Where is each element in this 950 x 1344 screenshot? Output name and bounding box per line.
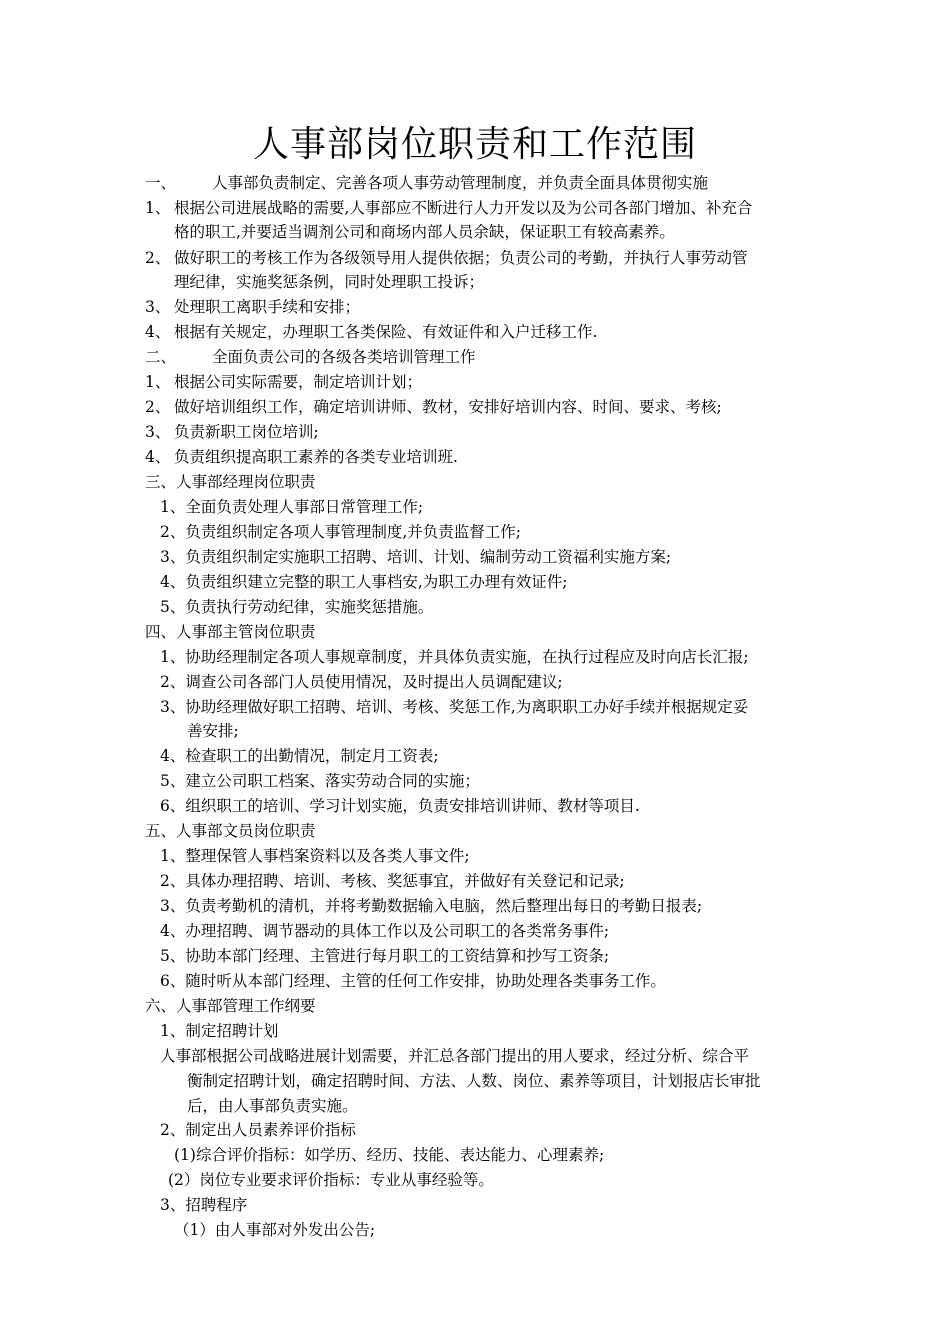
- item-text: 根据公司实际需要，制定培训计划；: [174, 373, 423, 391]
- list-item-continuation: 格的职工,并要适当调剂公司和商场内部人员余缺，保证职工有较高素养。: [174, 223, 675, 241]
- section-number: 一、: [145, 174, 177, 192]
- list-item: 5、协助本部门经理、主管进行每月职工的工资结算和抄写工资条;: [160, 947, 610, 965]
- list-item: 2、调查公司各部门人员使用情况，及时提出人员调配建议;: [160, 673, 563, 691]
- section-3-heading: 三、人事部经理岗位职责: [145, 473, 316, 491]
- list-item: 4、检查职工的出勤情况，制定月工资表;: [160, 747, 439, 765]
- item-text: 做好培训组织工作，确定培训讲师、教材，安排好培训内容、时间、要求、考核;: [174, 398, 722, 416]
- section-heading-text: 人事部负责制定、完善各项人事劳动管理制度，并负责全面具体贯彻实施: [212, 174, 709, 192]
- section-1-heading: [145, 172, 708, 194]
- list-item: 4、办理招聘、调节器动的具体工作以及公司职工的各类常务事件;: [160, 922, 610, 940]
- list-item: 3、负责考勤机的清机，并将考勤数据输入电脑，然后整理出每日的考勤日报表;: [160, 897, 703, 915]
- item-number: 2、: [145, 249, 171, 267]
- item-number: 3、: [145, 298, 171, 316]
- list-item: 5、建立公司职工档案、落实劳动合同的实施；: [160, 772, 480, 790]
- document-title: 人事部岗位职责和工作范围: [252, 124, 697, 165]
- item-number: 3、: [145, 423, 171, 441]
- list-item: [145, 446, 458, 468]
- paragraph-line: 后，由人事部负责实施。: [187, 1097, 358, 1115]
- section-6-heading: 六、人事部管理工作纲要: [145, 997, 316, 1015]
- list-item: 3、协助经理做好职工招聘、培训、考核、奖惩工作,为离职职工办好手续并根据规定妥: [160, 698, 749, 716]
- list-item: (2）岗位专业要求评价指标：专业从事经验等。: [168, 1171, 494, 1189]
- subsection-title: 3、招聘程序: [160, 1196, 248, 1214]
- paragraph-line: 人事部根据公司战略进展计划需要，并汇总各部门提出的用人要求，经过分析、综合平: [160, 1047, 750, 1065]
- item-text: 处理职工离职手续和安排；: [174, 298, 361, 316]
- section-5-heading: 五、人事部文员岗位职责: [145, 822, 316, 840]
- list-item: 1、整理保管人事档案资料以及各类人事文件;: [160, 847, 470, 865]
- item-number: 4、: [145, 448, 171, 466]
- list-item-continuation: 善安排;: [187, 722, 239, 740]
- item-text: 做好职工的考核工作为各级领导用人提供依据；负责公司的考勤，并执行人事劳动管: [174, 249, 748, 267]
- list-item: [145, 296, 360, 318]
- item-number: 1、: [145, 199, 171, 217]
- list-item: [145, 421, 319, 443]
- list-item: 6、随时听从本部门经理、主管的任何工作安排，协助处理各类事务工作。: [160, 972, 666, 990]
- list-item: 2、负责组织制定各项人事管理制度,并负责监督工作;: [160, 523, 522, 541]
- list-item: 5、负责执行劳动纪律，实施奖惩措施。: [160, 598, 434, 616]
- item-text: 根据公司进展战略的需要,人事部应不断进行人力开发以及为公司各部门增加、补充合: [174, 199, 753, 217]
- subsection-title: 2、制定出人员素养评价指标: [160, 1121, 356, 1139]
- item-text: 负责新职工岗位培训;: [174, 423, 319, 441]
- list-item: 4、负责组织建立完整的职工人事档安,为职工办理有效证件;: [160, 573, 568, 591]
- list-item-continuation: 理纪律，实施奖惩条例，同时处理职工投诉；: [174, 273, 485, 291]
- section-heading-text: 全面负责公司的各级各类培训管理工作: [212, 348, 476, 366]
- item-number: 1、: [145, 373, 171, 391]
- section-2-heading: [145, 346, 476, 368]
- list-item: 2、具体办理招聘、培训、考核、奖惩事宜，并做好有关登记和记录;: [160, 872, 625, 890]
- list-item: [145, 247, 748, 269]
- list-item: 1、协助经理制定各项人事规章制度，并具体负责实施，在执行过程应及时向店长汇报;: [160, 648, 749, 666]
- paragraph-line: 衡制定招聘计划，确定招聘时间、方法、人数、岗位、素养等项目，计划报店长审批: [187, 1072, 761, 1090]
- list-item: [145, 396, 722, 418]
- section-number: 二、: [145, 348, 177, 366]
- list-item: [145, 371, 422, 393]
- list-item: (1)综合评价指标：如学历、经历、技能、表达能力、心理素养;: [174, 1146, 605, 1164]
- subsection-title: 1、制定招聘计划: [160, 1022, 279, 1040]
- list-item: （1）由人事部对外发出公告;: [174, 1221, 376, 1239]
- item-text: 根据有关规定，办理职工各类保险、有效证件和入户迁移工作.: [174, 323, 598, 341]
- list-item: 6、组织职工的培训、学习计划实施，负责安排培训讲师、教材等项目.: [160, 797, 640, 815]
- list-item: 1、全面负责处理人事部日常管理工作;: [160, 498, 424, 516]
- list-item: [145, 321, 597, 343]
- list-item: 3、负责组织制定实施职工招聘、培训、计划、编制劳动工资福利实施方案;: [160, 548, 672, 566]
- item-number: 4、: [145, 323, 171, 341]
- item-text: 负责组织提高职工素养的各类专业培训班.: [174, 448, 458, 466]
- section-4-heading: 四、人事部主管岗位职责: [145, 623, 316, 641]
- list-item: [145, 197, 752, 219]
- item-number: 2、: [145, 398, 171, 416]
